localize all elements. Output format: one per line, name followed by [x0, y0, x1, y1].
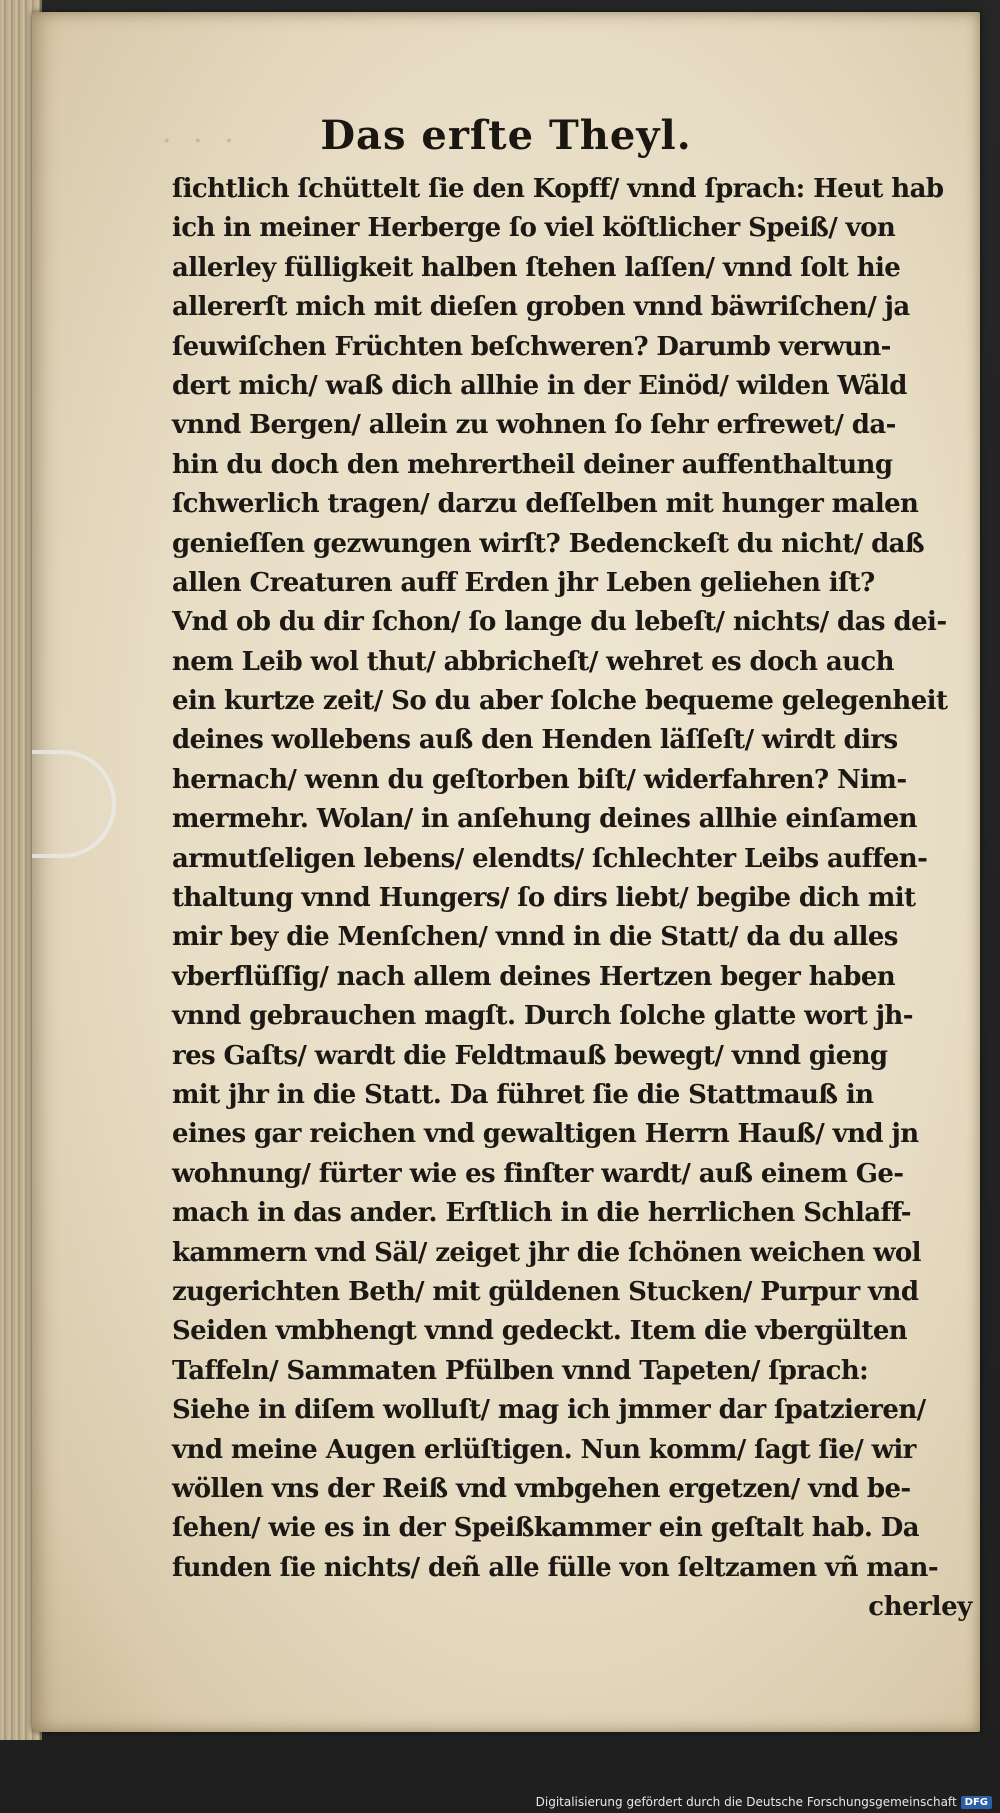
text-line: kammern vnd Säl/ zeiget jhr die ſchönen weichen wol — [172, 1237, 921, 1268]
text-line: eines gar reichen vnd gewaltigen Herrn Hauß/ vnd jn — [172, 1119, 919, 1150]
bookmark-clip — [32, 750, 116, 858]
text-line: Vnd ob du dir ſchon/ ſo lange du lebeſt/ nichts/ das dei- — [172, 607, 947, 638]
text-line: hernach/ wenn du geſtorben biſt/ widerfahren? Nim- — [172, 764, 907, 795]
running-header: Das erſte Theyl. — [320, 112, 692, 159]
text-line: vnd meine Augen erlüſtigen. Nun komm/ ſagt ſie/ wir — [172, 1434, 916, 1465]
page-body-text — [172, 170, 972, 1627]
text-line: mach in das ander. Erſtlich in die herrlichen Schlaff- — [172, 1198, 912, 1229]
text-line: mir bey die Menſchen/ vnnd in die Statt/ da du alles — [172, 922, 898, 953]
text-line: allerley fülligkeit halben ſtehen laſſen/ vnnd ſolt hie — [172, 252, 901, 283]
text-line: vnnd Bergen/ allein zu wohnen ſo ſehr erfrewet/ da- — [172, 410, 896, 441]
text-line: thaltung vnnd Hungers/ ſo dirs liebt/ begibe dich mit — [172, 883, 916, 914]
text-line: ein kurtze zeit/ So du aber ſolche bequeme gelegenheit — [172, 686, 948, 717]
text-line: Taffeln/ Sammaten Pfülben vnnd Tapeten/ ſprach: — [172, 1355, 869, 1386]
text-line: ſeuwiſchen Früchten beſchweren? Darumb verwun- — [172, 331, 891, 362]
text-line: dert mich/ waß dich allhie in der Einöd/ wilden Wäld — [172, 370, 907, 401]
credit-text: Digitalisierung gefördert durch die Deutsche Forschungsgemeinschaft — [535, 1795, 957, 1809]
text-line: genieſſen gezwungen wirſt? Bedenckeſt du nicht/ daß — [172, 528, 925, 559]
text-line: ich in meiner Herberge ſo viel köſtlicher Speiß/ von — [172, 213, 896, 244]
book-page — [32, 12, 980, 1732]
text-line: wöllen vns der Reiß vnd vmbgehen ergetzen/ vnd be- — [172, 1473, 911, 1504]
text-line: ſehen/ wie es in der Speißkammer ein geſtalt hab. Da — [172, 1513, 920, 1544]
text-line: allererſt mich mit dieſen groben vnnd bäwriſchen/ ja — [172, 292, 910, 323]
text-line: wohnung/ fürter wie es finſter wardt/ auß einem Ge- — [172, 1158, 904, 1189]
text-line: mit jhr in die Statt. Da führet ſie die Stattmauß in — [172, 1079, 874, 1110]
show-through-text: · · · — [162, 124, 240, 159]
text-line: hin du doch den mehrertheil deiner auffenthaltung — [172, 449, 893, 480]
text-line: deines wollebens auß den Henden läſſeſt/ wirdt dirs — [172, 725, 898, 756]
text-line: zugerichten Beth/ mit güldenen Stucken/ Purpur vnd — [172, 1276, 919, 1307]
digitization-credit — [536, 1795, 992, 1809]
dfg-logo-icon: DFG — [961, 1796, 992, 1809]
text-line: vnnd gebrauchen magſt. Durch ſolche glatte wort jh- — [172, 1001, 913, 1032]
text-line: ſichtlich ſchüttelt ſie den Kopff/ vnnd ſprach: Heut hab — [172, 174, 944, 204]
text-line: armutſeligen lebens/ elendts/ ſchlechter Leibs auffen- — [172, 843, 928, 874]
text-line: Seiden vmbhengt vnnd gedeckt. Item die vbergülten — [172, 1316, 908, 1347]
text-line: mermehr. Wolan/ in anſehung deines allhie einſamen — [172, 804, 917, 835]
text-line: funden ſie nichts/ deñ alle fülle von ſeltzamen vñ man- — [172, 1552, 939, 1583]
text-line: res Gaſts/ wardt die Feldtmauß bewegt/ vnnd gieng — [172, 1040, 888, 1071]
text-line: allen Creaturen auff Erden jhr Leben geliehen iſt? — [172, 567, 875, 598]
text-line: Siehe in diſem wolluſt/ mag ich jmmer dar ſpatzieren/ — [172, 1395, 926, 1426]
text-line: cherley — [868, 1592, 972, 1623]
text-line: nem Leib wol thut/ abbricheſt/ wehret es doch auch — [172, 646, 894, 677]
text-line: vberflüſſig/ nach allem deines Hertzen beger haben — [172, 961, 896, 992]
text-line: ſchwerlich tragen/ darzu deſſelben mit hunger malen — [172, 489, 919, 520]
